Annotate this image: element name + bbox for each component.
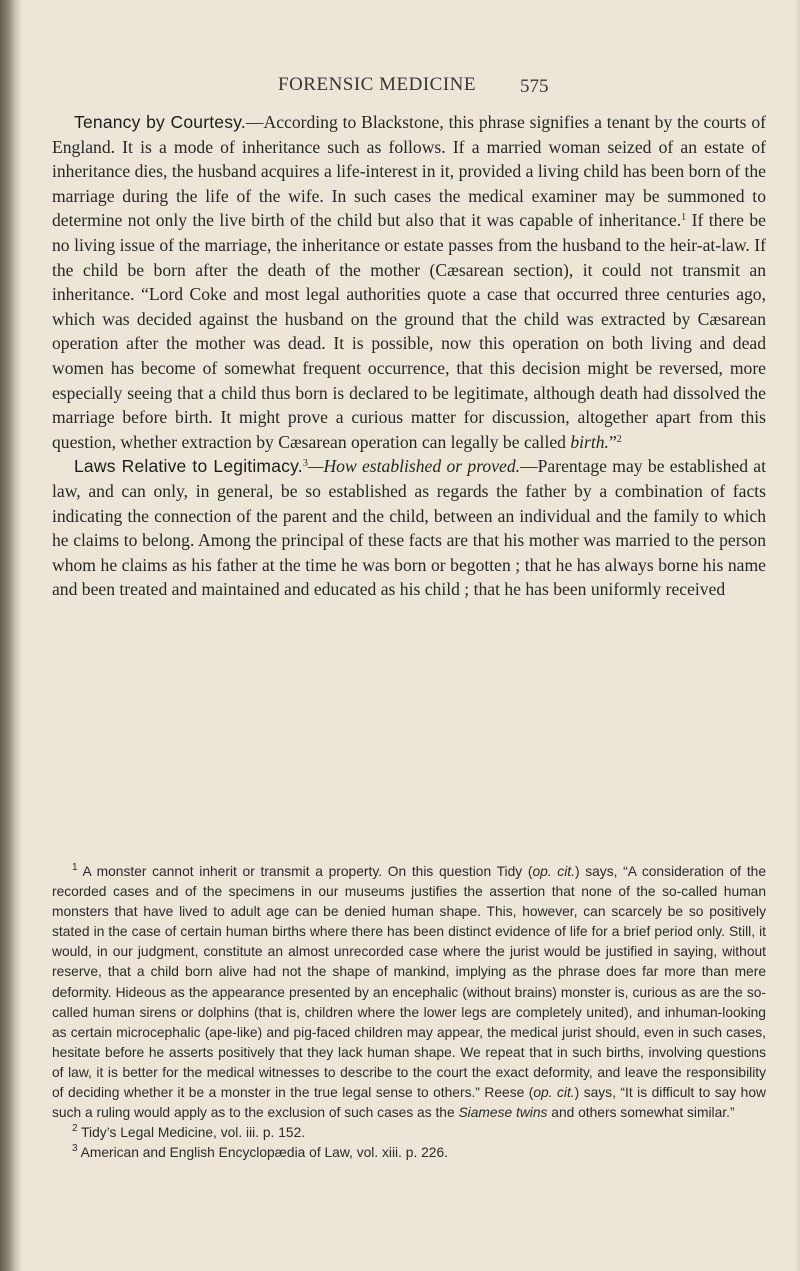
footnote-text: and others somewhat similar.” — [547, 1105, 735, 1121]
page-number: 575 — [520, 76, 549, 97]
page-header — [0, 74, 800, 104]
italic-term-birth: birth. — [570, 431, 609, 452]
paragraph-text: If there be no living issue of the marriage, the inheritance or estate passes from the husband to the heir-at-law. If the child be born after the death of the mother (Cæsarean section), it could not transmit an inheritance. “Lord Coke and most legal authorities quote a case that occurred three centuries ago, which was decided against the husband on the ground that the child was extracted by Cæsarean operation after the mother was dead. It is possible, now this operation on both living and dead women has become of somewhat frequent occurrence, that this decision might be reversed, more especially seeing that a child thus born is declared to be legitimate, although death had dissolved the marriage before birth. It might prove a curious matter for discussion, altogether apart from this question, whether extraction by Cæsarean operation can legally be called — [52, 210, 766, 452]
footnote-2 — [52, 1123, 766, 1143]
footnote-text: ) says, “A consideration of the recorded cases and of the specimens in our museums justifies the assertion that none of the so-called human monsters that have lived to adult age can be denied human shape. This, however, can scarcely be so positively stated in the case of certain human births where there has been distinct evidence of life for a brief period only. Still, it would, in our judgment, constitute an almost unrecorded case where the jurist would be justified in saying, without reserve, that a child born alive had not the shape of mankind, implying as the phrase does far more than mere deformity. Hideous as the appearance presented by an encephalic (without brains) monster is, curious as are the so-called human sirens or dolphins (that is, children where the lower legs are completely united), and inhuman-looking as certain microcephalic (ape-like) and pig-faced children may appear, the medical jurist should, even in such cases, hesitate before he asserts positively that they lack human shape. We repeat that in such births, involving questions of law, it is better for the medical witnesses to describe to the court the exact deformity, and leave the responsibility of deciding whether it be a monster in the true legal sense to others.” Reese ( — [52, 864, 766, 1101]
footnote-text: American and English Encyclopædia of Law, vol. xiii. p. 226. — [77, 1145, 448, 1161]
footnotes — [52, 862, 766, 1163]
footnote-1 — [52, 862, 766, 1123]
footnote-ref-2: 2 — [616, 433, 622, 445]
section-heading-tenancy: Tenancy by Courtesy. — [74, 112, 246, 132]
paragraph-text: —Parentage may be established at law, and can only, in general, be so established as regards the father by a combination of facts indicating the connection of the parent and the child, between an individual and the family to which he claims to belong. Among the principal of these facts are that his mother was married to the person whom he claims as his father at the time he was born or begotten ; that he has always borne his name and been treated and maintained and educated as his child ; that he has been uniformly received — [52, 456, 766, 600]
footnote-text: ) says, “It is difficult to say how such a ruling would apply as to the exclusion of such cases as the — [52, 1085, 766, 1121]
footnote-marker-1: 1 — [72, 862, 78, 873]
paragraph-text: —According to Blackstone, this phrase signifies a tenant by the courts of England. It is a mode of inheritance such as follows. If a married woman seized of an estate of inheritance dies, the husband acquires a life-interest in it, provided a living child has been born of the marriage during the life of the wife. In such cases the medical examiner may be summoned to determine not only the live birth of the child but also that it was capable of inheritance. — [52, 112, 766, 231]
body-text — [52, 110, 766, 602]
footnote-text: A monster cannot inherit or transmit a property. On this question Tidy ( — [77, 864, 533, 879]
paragraph-laws-legitimacy — [52, 454, 766, 602]
footnote-text: Tidy’s Legal Medicine, vol. iii. p. 152. — [77, 1125, 306, 1141]
footnote-marker-3: 3 — [72, 1143, 78, 1155]
section-heading-legitimacy: Laws Relative to Legitimacy. — [74, 456, 303, 477]
footnote-marker-2: 2 — [72, 1123, 78, 1135]
italic-op-cit: op. cit. — [532, 864, 575, 879]
footnote-3 — [52, 1143, 766, 1163]
footnote-ref-1: 1 — [681, 212, 687, 224]
italic-subheading: —How established or proved. — [307, 456, 521, 477]
italic-siamese-twins: Siamese twins — [458, 1105, 548, 1121]
italic-op-cit: op. cit. — [533, 1085, 575, 1101]
page-edge — [794, 0, 800, 1271]
paragraph-tenancy-by-courtesy — [52, 110, 766, 454]
book-gutter-shadow — [0, 0, 22, 1271]
running-title: FORENSIC MEDICINE — [278, 74, 476, 95]
footnote-ref-3: 3 — [302, 458, 308, 470]
closing-quote: ” — [608, 431, 617, 452]
